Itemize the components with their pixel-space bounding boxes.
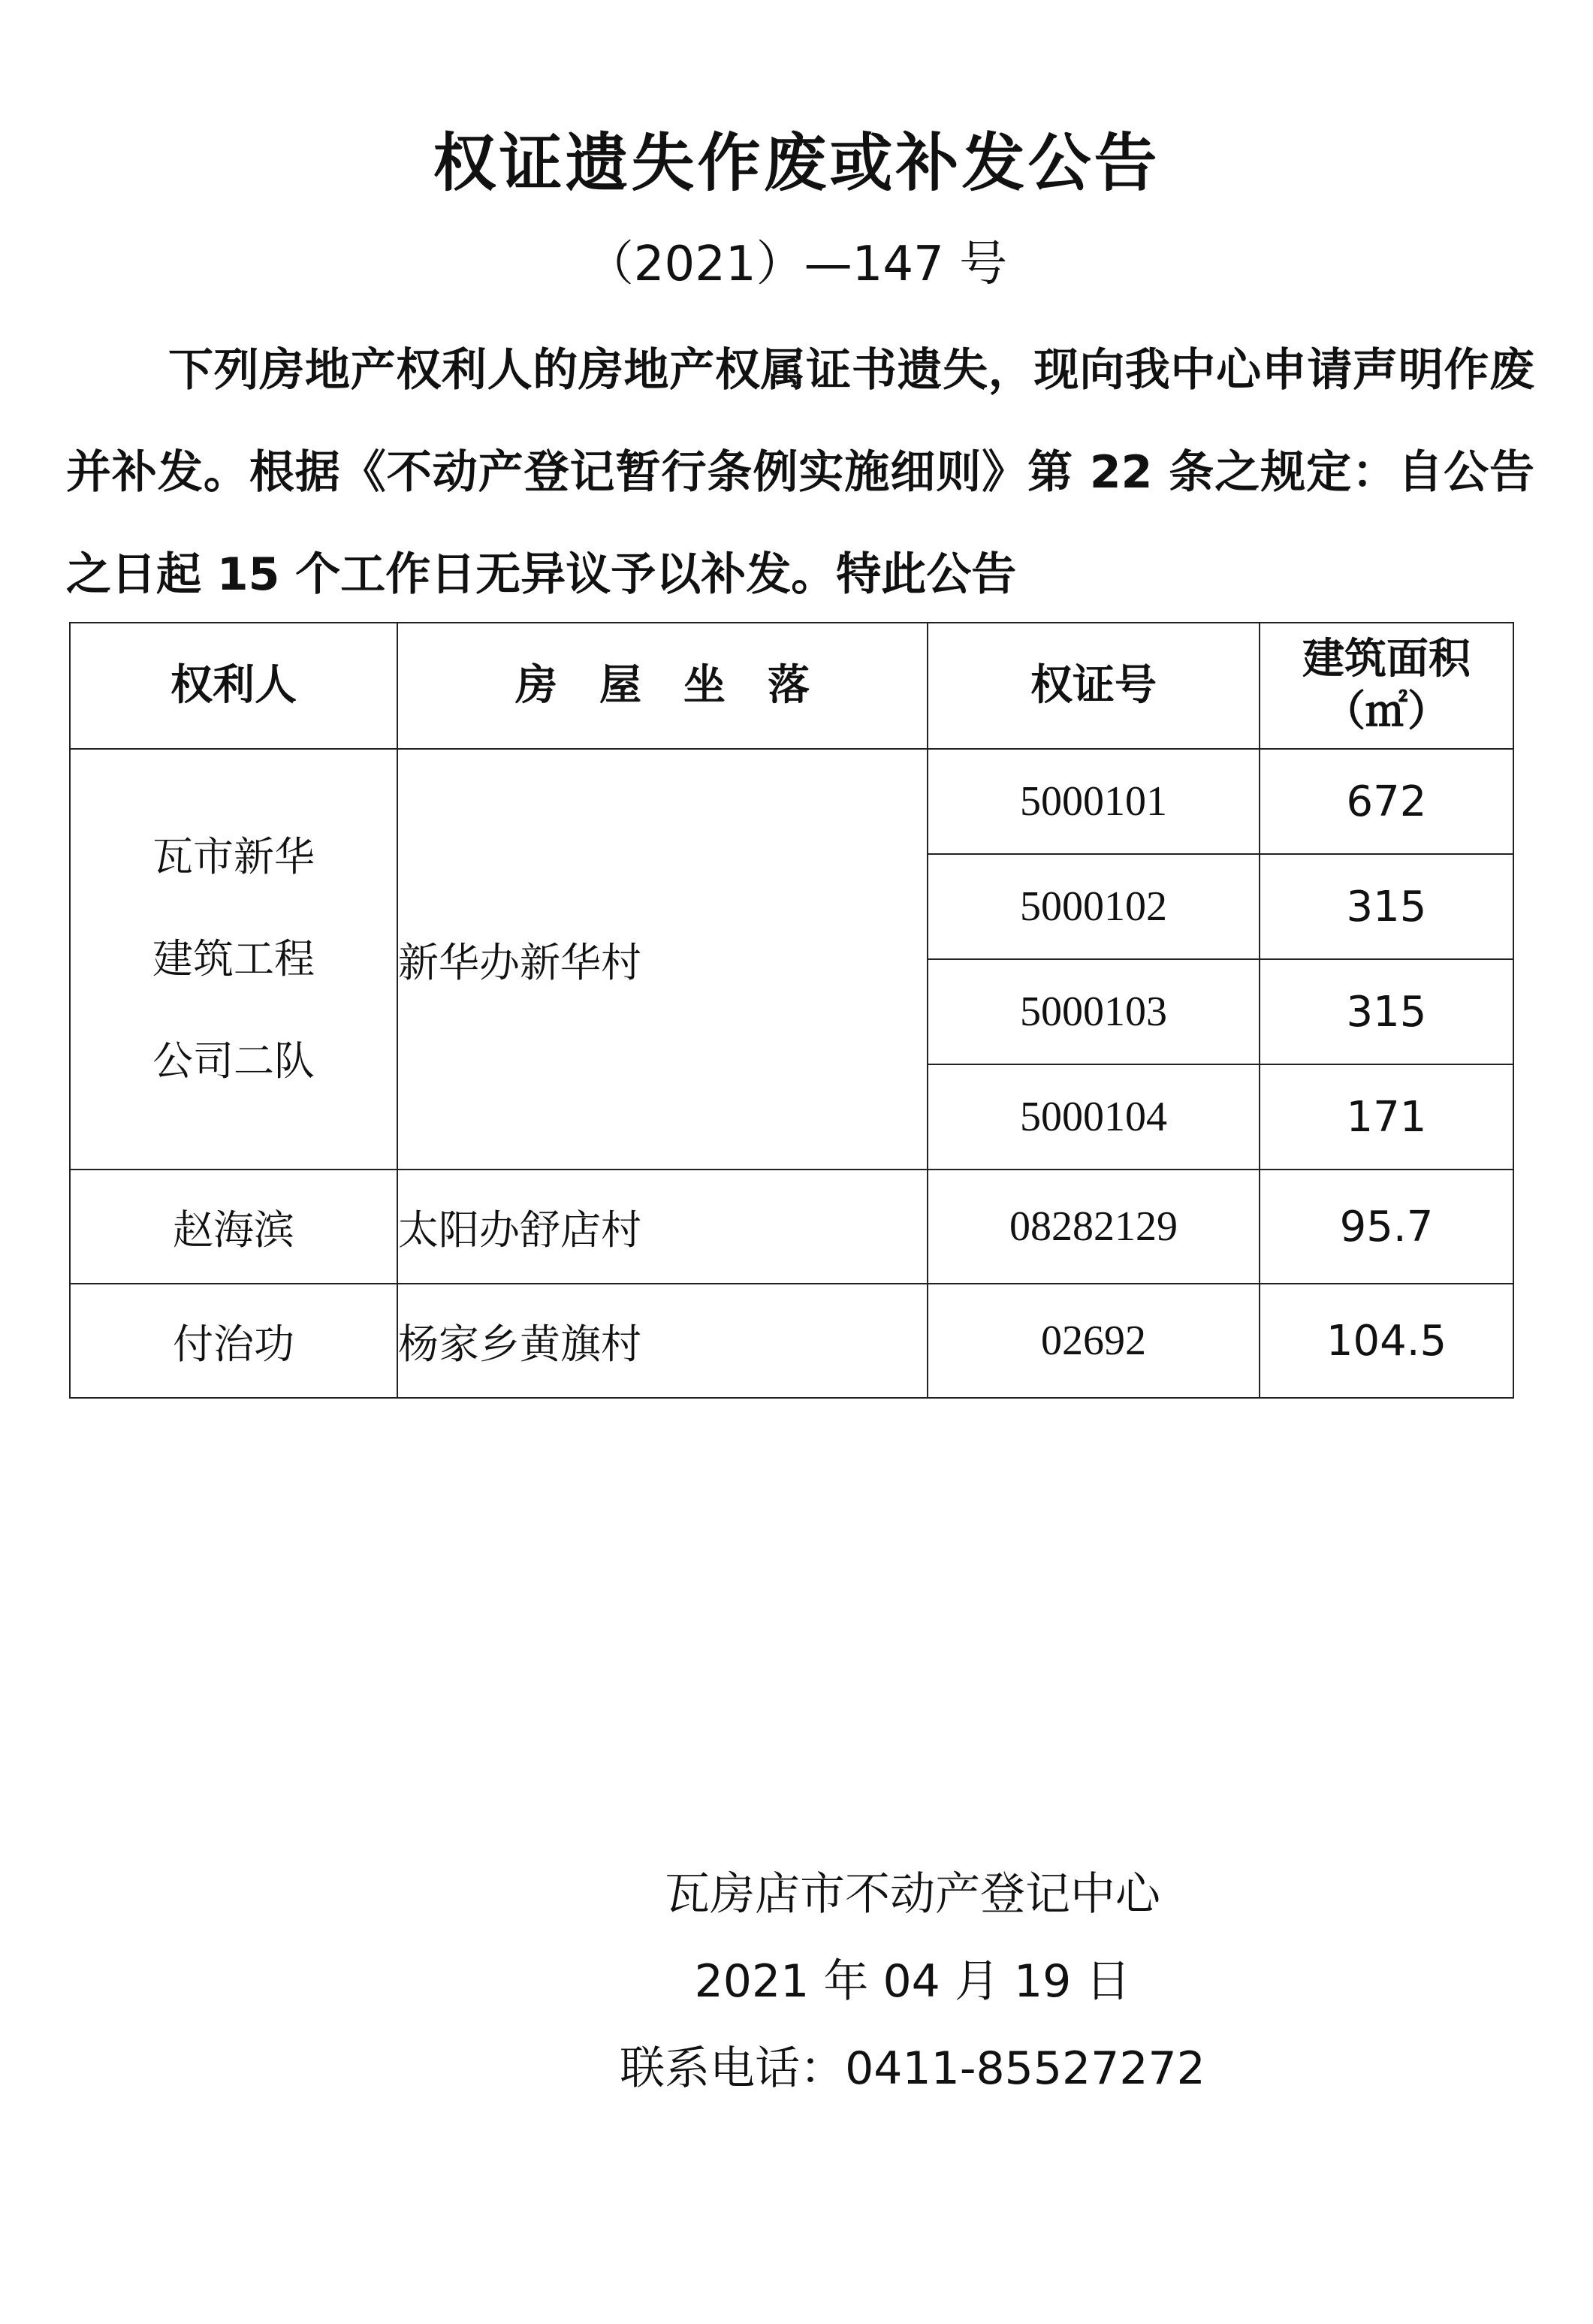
lost-certificate-table [69, 622, 1514, 1399]
signature-block [601, 1851, 1224, 2112]
notice-title: 权证遗失作废或补发公告 [433, 126, 1160, 200]
location-cell: 新华办新华村 [397, 749, 928, 1170]
area-cell: 104.5 [1260, 1284, 1513, 1398]
area-cell: 95.7 [1260, 1170, 1513, 1284]
cert-no-cell: 02692 [928, 1284, 1260, 1398]
table-row [70, 1284, 1513, 1398]
cert-no-cell: 5000102 [928, 854, 1260, 959]
cert-no-cell: 5000104 [928, 1064, 1260, 1170]
header-area [1260, 623, 1513, 749]
holder-cell: 付治功 [70, 1284, 397, 1398]
table-row [70, 749, 1513, 854]
area-cell: 315 [1260, 959, 1513, 1064]
header-location: 房屋坐落 [397, 623, 928, 749]
holder-line: 瓦市新华 [152, 833, 315, 880]
contact-phone: 联系电话：0411-85527272 [620, 2042, 1205, 2095]
location-cell: 杨家乡黄旗村 [397, 1284, 928, 1398]
holder-cell: 赵海滨 [70, 1170, 397, 1284]
cert-no-cell: 08282129 [928, 1170, 1260, 1284]
holder-cell [70, 749, 397, 1170]
header-holder: 权利人 [70, 623, 397, 749]
area-cell: 171 [1260, 1064, 1513, 1170]
cert-no-cell: 5000103 [928, 959, 1260, 1064]
holder-line: 公司二队 [152, 1037, 315, 1085]
header-area-line1: 建筑面积 [1302, 635, 1471, 684]
cert-no-cell: 5000101 [928, 749, 1260, 854]
table-header-row [70, 623, 1513, 749]
issuing-organization: 瓦房店市不动产登记中心 [665, 1868, 1160, 1921]
location-cell: 太阳办舒店村 [397, 1170, 928, 1284]
table-row [70, 1170, 1513, 1284]
holder-line: 建筑工程 [152, 935, 315, 982]
notice-body: 下列房地产权利人的房地产权属证书遗失，现向我中心申请声明作废并补发。根据《不动产登记暂行条例实施细则》第 22 条之规定：自公告之日起 15 个工作日无异议予以补发。特此公告 [66, 344, 1534, 601]
header-area-line2: （㎡） [1323, 687, 1450, 736]
area-cell: 672 [1260, 749, 1513, 854]
issue-date: 2021 年 04 月 19 日 [694, 1955, 1131, 2008]
document-number: （2021）—147 号 [585, 237, 1008, 292]
area-cell: 315 [1260, 854, 1513, 959]
header-cert-no: 权证号 [928, 623, 1260, 749]
